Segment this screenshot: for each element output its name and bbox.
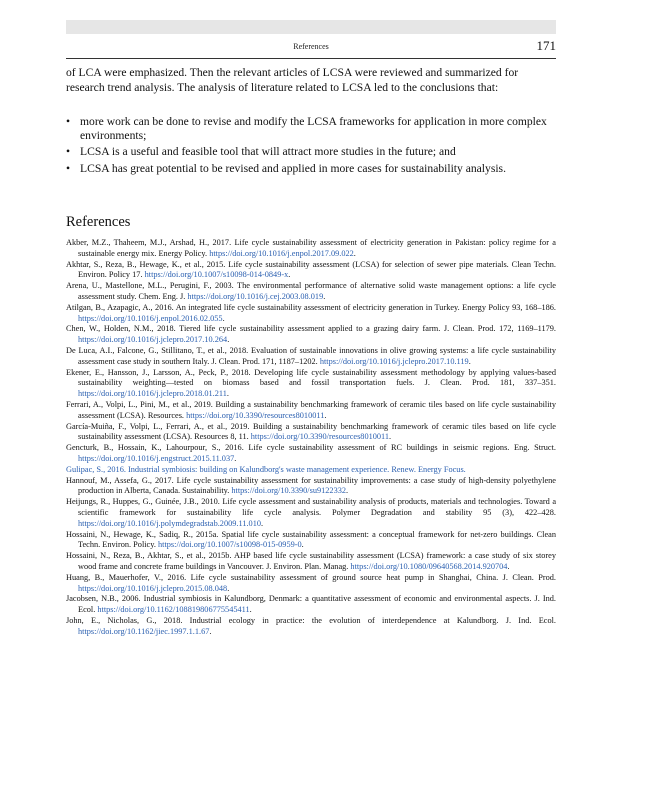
conclusion-list [66,115,556,178]
doi-link[interactable]: https://doi.org/10.1016/j.jclepro.2017.10.264 [78,335,228,345]
conclusion-text: LCSA has great potential to be revised and applied in more cases for sustainability analysis. [80,161,506,175]
conclusion-text: LCSA is a useful and feasible tool that will attract more studies in the future; and [80,145,456,159]
doi-link[interactable]: https://doi.org/10.1162/108819806775545411 [97,605,250,615]
doi-link[interactable]: https://doi.org/10.1162/jiec.1997.1.1.67 [78,626,210,636]
doi-link[interactable]: https://doi.org/10.1016/j.enpol.2017.09.022 [209,248,354,258]
reference-text: Hossaini, N., Reza, B., Akhtar, S., et al., 2015b. AHP based life cycle sustainability assessment (LCSA) framework: a case study of six storey wood frame and concrete frame buildings in Vancouver. J. Environ. Plan. Manag. [66,551,556,571]
reference-end: . [353,248,356,258]
running-title: References [293,42,329,51]
conclusion-item [66,145,556,159]
reference-end: . [209,626,212,636]
reference-entry [66,616,556,638]
reference-end: . [227,583,230,593]
conclusion-item [66,115,556,143]
reference-end: . [301,540,304,550]
doi-link[interactable]: https://doi.org/10.1007/s10098-014-0849-x [144,270,289,280]
reference-text: García-Muiña, F., Volpi, L., Ferrari, A., et al., 2019. Building a sustainability benchmarking framework of ceramic tiles based on life cycle sustainability assessment (LCSA). Resources 8, 11. [66,421,556,442]
references-heading: References [66,214,131,230]
reference-text: Chen, W., Holden, N.M., 2018. Tiered life cycle sustainability assessment applied to a grazing dairy farm. J. Clean. Prod. 172, 1169–1179. [66,324,556,334]
reference-entry [66,400,556,422]
doi-link[interactable]: https://doi.org/10.1016/j.polymdegradstab.2009.11.010 [78,518,261,528]
bullet-icon: • [66,161,71,175]
reference-end: . [324,410,327,420]
top-gray-bar [66,20,556,34]
reference-end: . [323,291,326,301]
reference-entry [66,476,556,498]
reference-entry [66,368,556,400]
doi-link[interactable]: https://doi.org/10.3390/resources8010011 [250,432,390,442]
reference-end: . [249,605,252,615]
reference-text: Hossaini, N., Hewage, K., Sadiq, R., 2015a. Spatial life cycle sustainability assessment: a conceptual framework for net-zero buildings. Clean Techn. Environ. Policy. [66,529,556,550]
reference-text: Arena, U., Mastellone, M.L., Perugini, F., 2003. The environmental performance of alternative solid waste management options: a life cycle assessment study. Chem. Eng. J. [66,281,556,301]
reference-end: . [507,561,510,571]
reference-text: Jacobsen, N.B., 2006. Industrial symbiosis in Kalundborg, Denmark: a quantitative assessment of economic and environmental aspects. J. Ind. Ecol. [66,594,556,615]
bullet-icon: • [66,145,71,159]
reference-list [66,238,556,637]
reference-text: Gencturk, B., Hossain, K., Lahourpour, S., 2016. Life cycle sustainability assessment of RC buildings in seismic regions. Eng. Struct. [66,443,556,453]
doi-link[interactable]: https://doi.org/10.1016/j.enpol.2016.02.055 [78,313,223,323]
reference-entry [66,497,556,529]
reference-text: Hannouf, M., Assefa, G., 2017. Life cycle sustainability assessment for sustainability improvements: a case study of high-density polyethylene production in Alberta, Canada. Sustainability. [66,475,556,496]
reference-entry [66,281,556,303]
reference-text: Akhtar, S., Reza, B., Hewage, K., et al., 2015. Life cycle sustainability assessment (LCSA) for selection of sewer pipe materials. Clean Techn. Environ. Policy 17. [66,259,556,280]
doi-link[interactable]: https://doi.org/10.3390/su9122332 [231,486,347,496]
reference-text: Ekener, E., Hansson, J., Larsson, A., Peck, P., 2018. Developing life cycle sustainability assessment methodology by applying values-based sustainability weighting—tested on biomass based and fossil transportation fuels. J. Clean. Prod. 181, 337–351. [66,367,556,388]
reference-entry [66,324,556,346]
doi-link[interactable]: https://doi.org/10.1016/j.jclepro.2017.10.119 [319,356,469,366]
reference-text: Akber, M.Z., Thaheem, M.J., Arshad, H., 2017. Life cycle sustainability assessment of electricity generation in Pakistan: policy regime for a sustainable energy mix. Energy Policy. [66,238,556,258]
reference-text: John, E., Nicholas, G., 2018. Industrial ecology in practice: the evolution of interdependence at Kalundborg. J. Ind. Ecol. [66,615,556,625]
reference-entry [66,551,556,573]
conclusion-item [66,162,556,176]
doi-link[interactable]: https://doi.org/10.1016/j.cej.2003.08.019 [187,291,324,301]
reference-text: Heijungs, R., Huppes, G., Guinée, J.B., 2010. Life cycle assessment and sustainability analysis of products, materials and technologies. Toward a scientific framework for sustainability life cycle analysis. Polymer Degradation and stability 95 (3), 422–428. [66,497,556,517]
reference-entry [66,594,556,616]
header-rule [66,58,556,59]
reference-end: . [234,453,237,463]
reference-entry [66,260,556,282]
reference-entry [66,530,556,552]
reference-end: . [222,313,225,323]
reference-end: . [346,486,349,496]
reference-entry [66,422,556,444]
reference-end: . [227,335,230,345]
doi-link[interactable]: https://doi.org/10.1080/09640568.2014.920704 [350,561,508,571]
reference-end: . [288,270,291,280]
reference-end: . [389,432,392,442]
reference-text: Ferrari, A., Volpi, L., Pini, M., et al., 2019. Building a sustainability benchmarking framework of ceramic tiles based on life cycle sustainability assessment (LCSA). Resources. [66,399,556,420]
reference-end: . [261,518,264,528]
intro-paragraph: of LCA were emphasized. Then the relevant articles of LCSA were reviewed and summarized for research trend analysis. The analysis of literature related to LCSA led to the conclusions that: [66,66,519,95]
reference-entry [66,238,556,260]
reference-entry [66,465,556,476]
page-number: 171 [536,38,556,53]
doi-link[interactable]: https://doi.org/10.3390/resources8010011 [186,410,325,420]
reference-text: Huang, B., Mauerhofer, V., 2016. Life cycle sustainability assessment of ground source heat pump in Shanghai, China. J. Clean. Prod. [66,572,556,582]
reference-entry [66,303,556,325]
reference-entry [66,443,556,465]
reference-entry [66,346,556,368]
reference-end: . [226,389,229,399]
doi-link[interactable]: https://doi.org/10.1016/j.jclepro.2015.08.048 [78,583,228,593]
doi-link[interactable]: https://doi.org/10.1007/s10098-015-0959-0 [158,540,302,550]
doi-link[interactable]: https://doi.org/10.1016/j.jclepro.2018.01.211 [78,389,227,399]
reference-link[interactable]: Gulipac, S., 2016. Industrial symbiosis: building on Kalundborg's waste management experience. Renew. Energy Focus. [66,464,466,474]
reference-text: De Luca, A.I., Falcone, G., Stillitano, T., et al., 2018. Evaluation of sustainable innovations in olive growing systems: a life cycle sustainability assessment case study in southern Italy. J. Clean. Prod. 171, 1187–1202. [66,345,556,366]
reference-text: Atilgan, B., Azapagic, A., 2016. An integrated life cycle sustainability assessment of electricity generation in Turkey. Energy Policy 93, 168–186. [66,302,556,312]
conclusion-text: more work can be done to revise and modify the LCSA frameworks for application in more complex environments; [80,115,547,143]
bullet-icon: • [66,115,71,128]
doi-link[interactable]: https://doi.org/10.1016/j.engstruct.2015.11.037 [78,453,235,463]
reference-end: . [468,356,471,366]
page-header [66,38,556,56]
reference-entry [66,573,556,595]
